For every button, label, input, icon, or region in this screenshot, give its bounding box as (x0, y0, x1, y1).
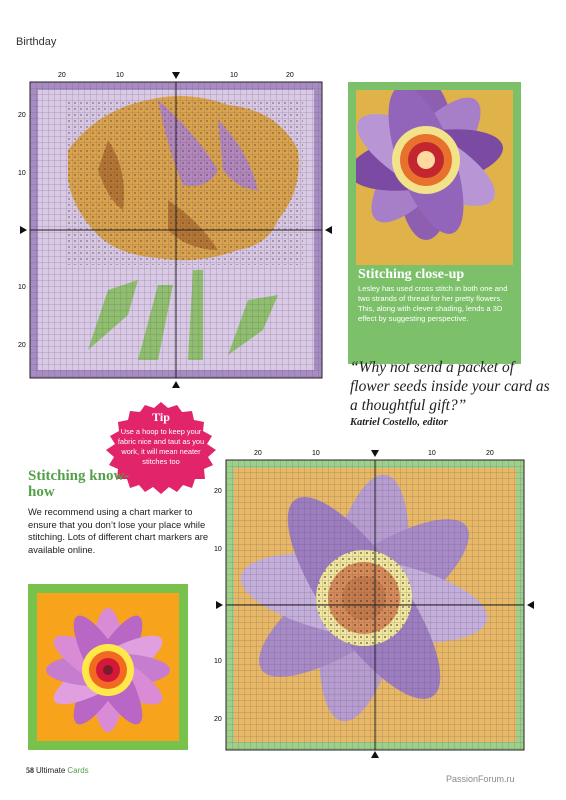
page-footer (26, 766, 89, 775)
tick-left-3: 10 (18, 284, 26, 291)
tick-top-3: 10 (428, 450, 436, 457)
tick-top-2: 10 (312, 450, 320, 457)
knowhow-title: Stitching know-how (28, 468, 130, 500)
tick-top-1: 20 (254, 450, 262, 457)
magazine-section: Cards (67, 766, 89, 775)
tick-top-2: 10 (116, 72, 124, 79)
magazine-name: Ultimate (36, 766, 66, 775)
closeup-body: Lesley has used cross stitch in both one and two strands of thread for her pretty flowers. This, along with clever shading, lends a 3D effect by suggesting perspective. (358, 284, 508, 323)
tick-top-1: 20 (58, 72, 66, 79)
tick-left-4: 20 (214, 716, 222, 723)
tick-top-3: 10 (230, 72, 238, 79)
closeup-photo (356, 90, 513, 265)
tick-left-2: 10 (214, 546, 222, 553)
stitching-closeup-card (348, 82, 521, 364)
section-label: Birthday (16, 36, 57, 48)
tick-left-4: 20 (18, 342, 26, 349)
pull-quote: “Why not send a packet of flower seeds inside your card as a thoughtful gift?” (350, 359, 550, 414)
tick-left-3: 10 (214, 658, 222, 665)
cross-stitch-chart-top (18, 70, 334, 390)
finished-card-image (28, 584, 188, 755)
knowhow-body: We recommend using a chart marker to ensure that you don’t lose your place while stitching. Lots of different chart markers are available online. (28, 506, 209, 555)
closeup-title: Stitching close-up (358, 267, 465, 282)
tick-left-1: 20 (18, 112, 26, 119)
tip-body: Use a hoop to keep your fabric nice and taut as you work, it will mean neater stitches too (117, 427, 205, 466)
page-number: 58 (26, 766, 34, 775)
tick-left-2: 10 (18, 170, 26, 177)
tip-title: Tip (152, 410, 170, 424)
pull-quote-attribution: Katriel Costello, editor (350, 417, 448, 428)
watermark: PassionForum.ru (446, 774, 515, 784)
tick-left-1: 20 (214, 488, 222, 495)
tick-top-4: 20 (486, 450, 494, 457)
tick-top-4: 20 (286, 72, 294, 79)
cross-stitch-chart-bottom (214, 448, 536, 760)
